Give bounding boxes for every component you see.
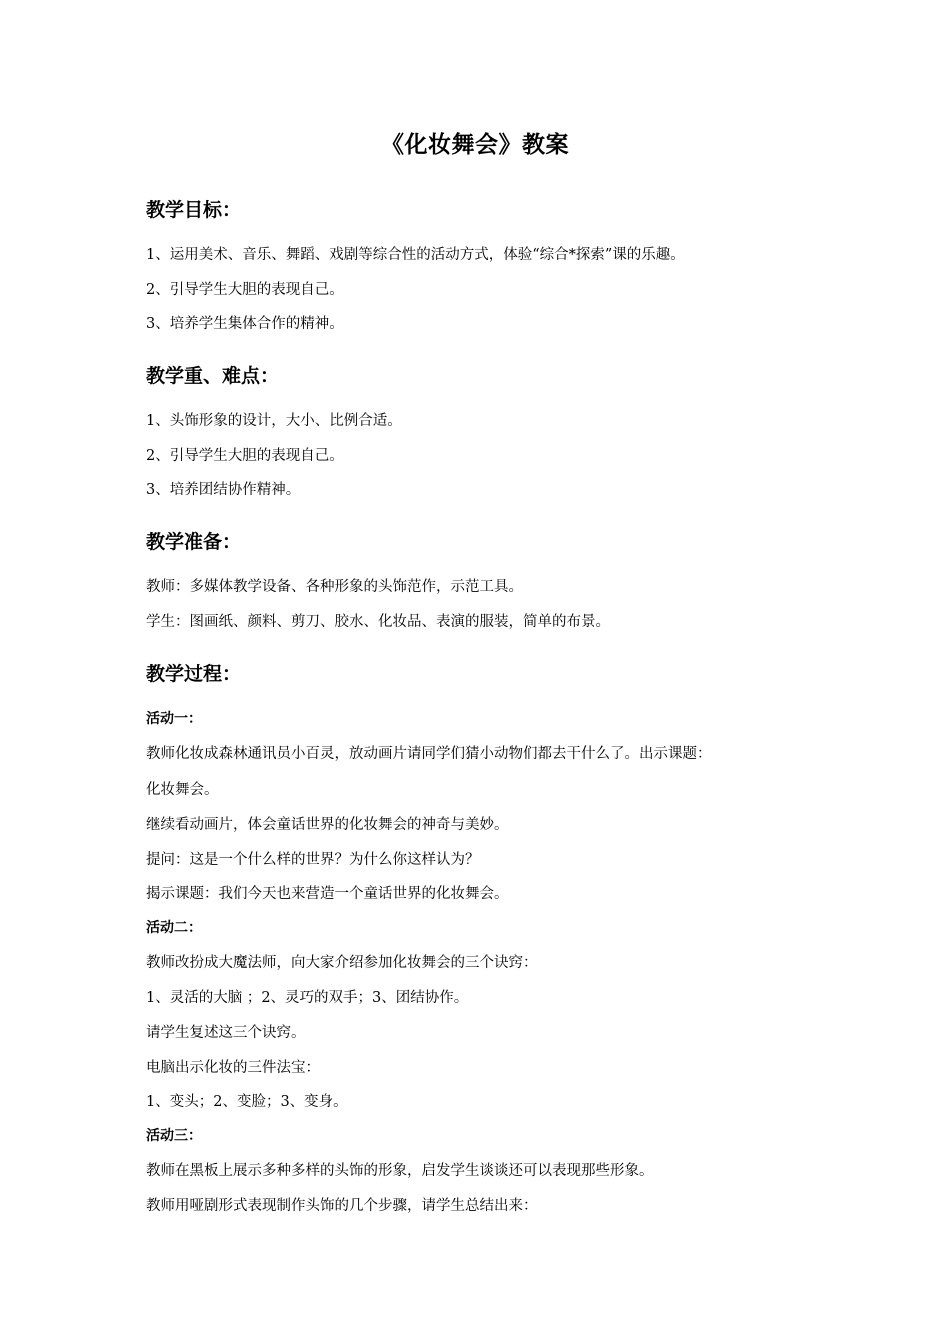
- process-heading: 教学过程：: [146, 663, 242, 685]
- activity-2-line: 教师改扮成大魔法师，向大家介绍参加化妆舞会的三个诀窍：: [146, 955, 538, 971]
- key-points-heading: 教学重、难点：: [146, 365, 280, 387]
- activity-1-label: 活动一：: [146, 711, 202, 727]
- activity-1-line: 继续看动画片，体会童话世界的化妆舞会的神奇与美妙。: [146, 817, 509, 833]
- preparation-item: 学生：图画纸、颜料、剪刀、胶水、化妆品、表演的服装，简单的布景。: [146, 614, 610, 630]
- key-point-item: 2、引导学生大胆的表现自己。: [146, 448, 344, 464]
- activity-3-label: 活动三：: [146, 1128, 202, 1144]
- objective-item: 1、运用美术、音乐、舞蹈、戏剧等综合性的活动方式，体验“综合*探索”课的乐趣。: [146, 247, 685, 263]
- activity-1-line: 揭示课题：我们今天也来营造一个童话世界的化妆舞会。: [146, 886, 509, 902]
- activity-2-line: 1、灵活的大脑 ；2、灵巧的双手；3、团结协作。: [146, 990, 469, 1006]
- activity-1-line: 化妆舞会。: [146, 782, 219, 798]
- key-point-item: 1、头饰形象的设计，大小、比例合适。: [146, 413, 402, 429]
- document-title: 《化妆舞会》教案: [381, 132, 569, 158]
- objectives-heading: 教学目标：: [146, 199, 242, 221]
- preparation-heading: 教学准备：: [146, 531, 242, 553]
- preparation-item: 教师：多媒体教学设备、各种形象的头饰范作，示范工具。: [146, 579, 523, 595]
- activity-2-line: 电脑出示化妆的三件法宝：: [146, 1060, 320, 1076]
- activity-2-label: 活动二：: [146, 920, 202, 936]
- activity-1-line: 提问：这是一个什么样的世界？为什么你这样认为？: [146, 852, 480, 868]
- activity-3-line: 教师在黑板上展示多种多样的头饰的形象，启发学生谈谈还可以表现那些形象。: [146, 1163, 654, 1179]
- activity-3-line: 教师用哑剧形式表现制作头饰的几个步骤，请学生总结出来：: [146, 1198, 538, 1214]
- key-point-item: 3、培养团结协作精神。: [146, 482, 301, 498]
- activity-1-line: 教师化妆成森林通讯员小百灵，放动画片请同学们猜小动物们都去干什么了。出示课题：: [146, 746, 712, 762]
- objective-item: 2、引导学生大胆的表现自己。: [146, 282, 344, 298]
- activity-2-line: 请学生复述这三个诀窍。: [146, 1025, 306, 1041]
- activity-2-line: 1、变头；2、变脸；3、变身。: [146, 1094, 348, 1110]
- objective-item: 3、培养学生集体合作的精神。: [146, 316, 344, 332]
